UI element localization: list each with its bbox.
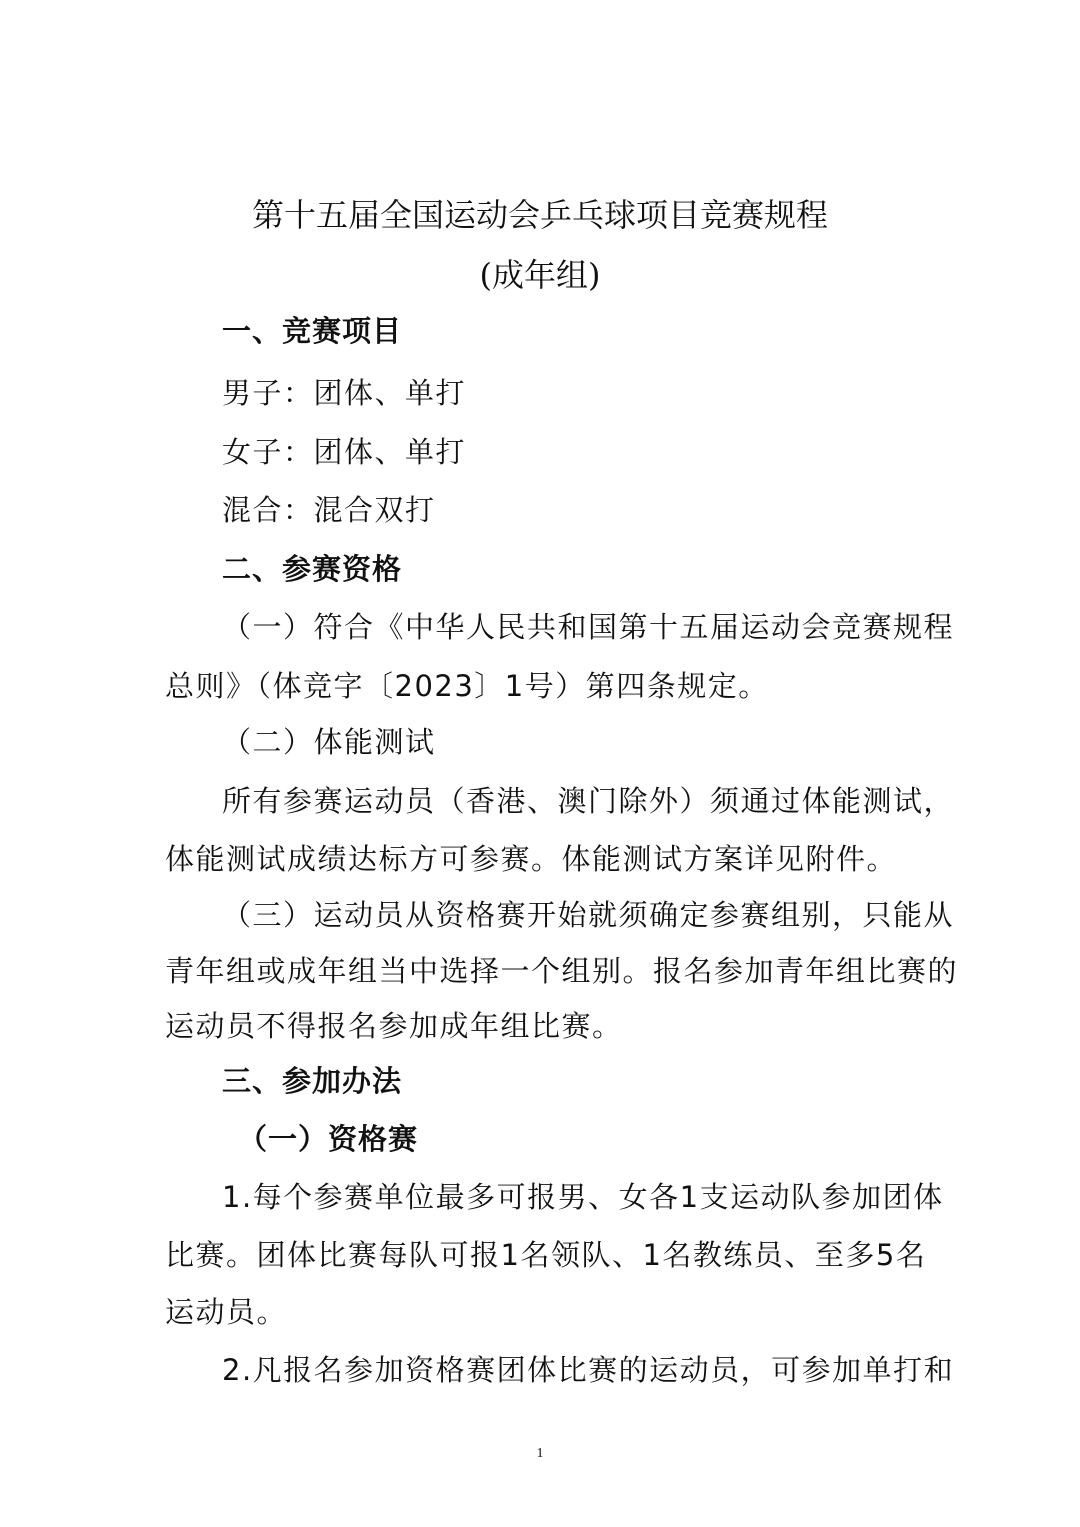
paragraph-line: （三）运动员从资格赛开始就须确定参赛组别，只能从 bbox=[222, 898, 955, 932]
event-mixed: 混合：混合双打 bbox=[222, 493, 436, 527]
page-number: 1 bbox=[536, 1446, 544, 1461]
subheading-fitness-test: （二）体能测试 bbox=[222, 725, 436, 759]
section-heading-events: 一、竞赛项目 bbox=[222, 314, 403, 348]
paragraph-line: 运动员不得报名参加成年组比赛。 bbox=[165, 1009, 623, 1043]
event-men: 男子：团体、单打 bbox=[222, 376, 467, 410]
paragraph-line: 运动员。 bbox=[165, 1295, 288, 1329]
subheading-qualifiers: （一）资格赛 bbox=[238, 1122, 419, 1156]
event-women: 女子：团体、单打 bbox=[222, 435, 467, 469]
paragraph-line: 比赛。团体比赛每队可报1名领队、1名教练员、至多5名 bbox=[165, 1238, 927, 1272]
paragraph-line: 体能测试成绩达标方可参赛。体能测试方案详见附件。 bbox=[165, 842, 898, 876]
paragraph-line: 总则》（体竞字〔2023〕1号）第四条规定。 bbox=[165, 669, 769, 703]
paragraph-line: 青年组或成年组当中选择一个组别。报名参加青年组比赛的 bbox=[165, 954, 959, 988]
document-subtitle: (成年组) bbox=[479, 256, 601, 294]
paragraph-line: （一）符合《中华人民共和国第十五届运动会竞赛规程 bbox=[222, 610, 955, 644]
document-title: 第十五届全国运动会乒乓球项目竞赛规程 bbox=[251, 196, 828, 234]
paragraph-line: 1.每个参赛单位最多可报男、女各1支运动队参加团体 bbox=[222, 1180, 944, 1214]
paragraph-line: 所有参赛运动员（香港、澳门除外）须通过体能测试， bbox=[222, 784, 955, 818]
section-heading-eligibility: 二、参赛资格 bbox=[222, 552, 403, 586]
paragraph-line: 2.凡报名参加资格赛团体比赛的运动员，可参加单打和 bbox=[222, 1353, 955, 1387]
section-heading-participation: 三、参加办法 bbox=[222, 1064, 403, 1098]
